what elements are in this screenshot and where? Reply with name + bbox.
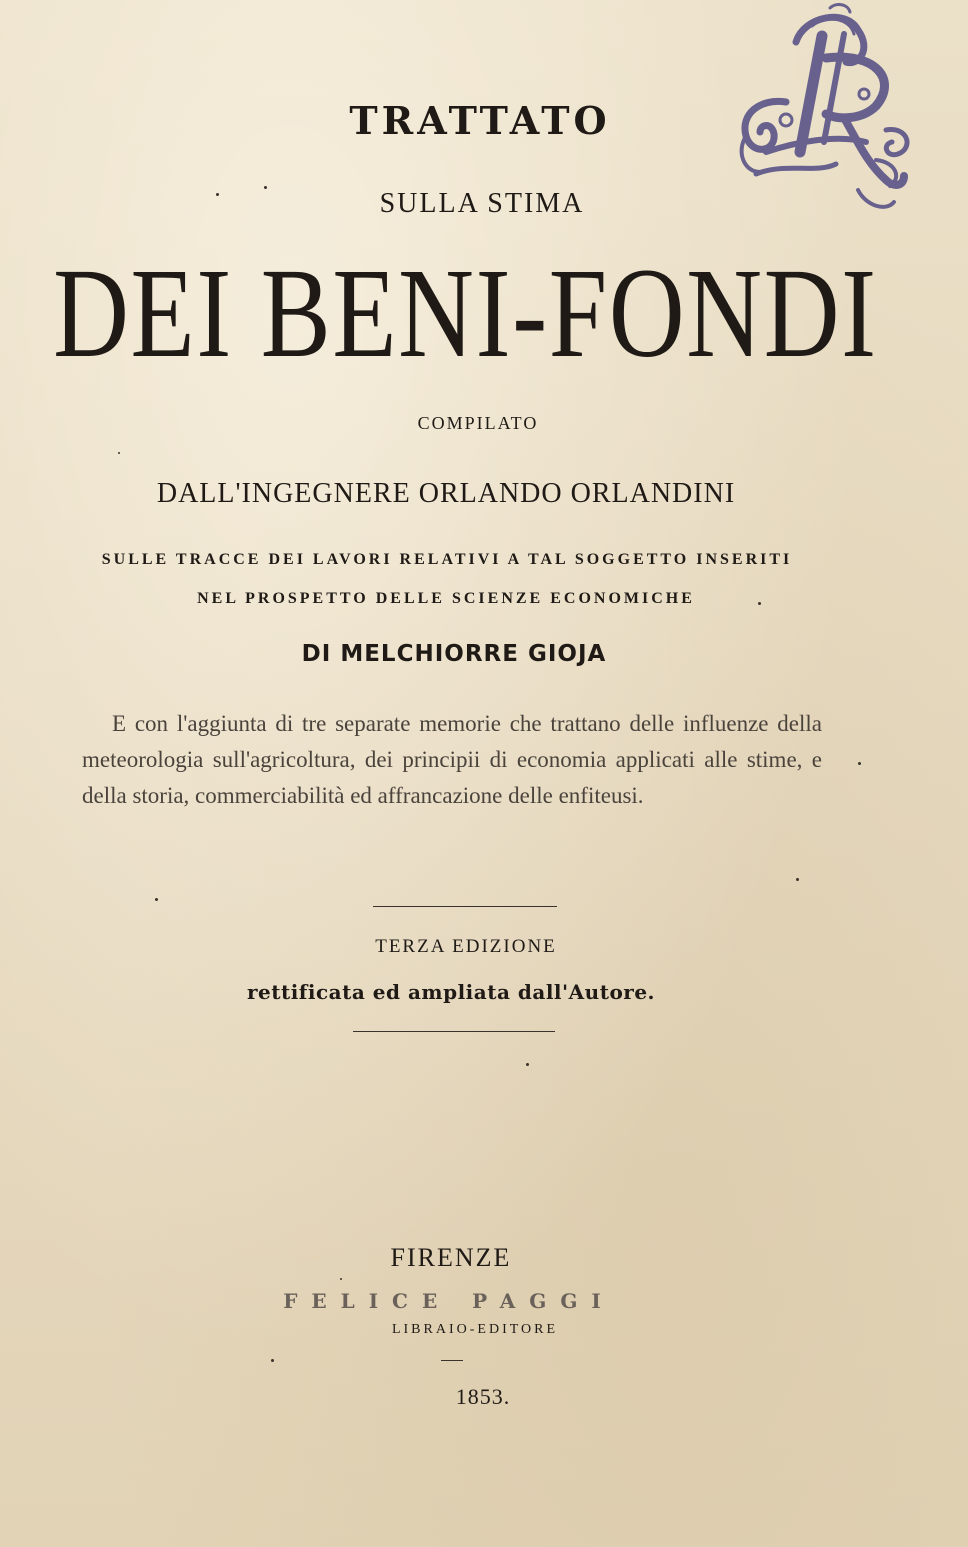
paper-speck: [271, 1359, 274, 1362]
title-trattato: TRATTATO: [349, 98, 611, 143]
paper-speck: [264, 186, 267, 189]
tracce-line-2: NEL PROSPETTO DELLE SCIENZE ECONOMICHE: [197, 590, 695, 607]
monogram-stamp-icon: [726, 2, 916, 222]
memorie-paragraph: E con l'aggiunta di tre separate memorie che trattano delle influenze della meteorologia sull'agricoltura, dei principii di economia applicati alle stime, e della storia, commerciabilità ed affrancazione delle enfiteusi.: [82, 711, 822, 808]
city: FIRENZE: [390, 1243, 512, 1272]
paper-speck: [758, 602, 761, 605]
divider-small: [441, 1360, 463, 1361]
edition-label: TERZA EDIZIONE: [375, 936, 557, 957]
paper-speck: [858, 762, 861, 765]
divider-top: [373, 906, 557, 907]
paper-speck: [216, 193, 219, 196]
gioja-author: DI MELCHIORRE GIOJA: [301, 641, 607, 667]
paper-speck: [118, 452, 120, 454]
paper-speck: [340, 1278, 342, 1280]
compilato-label: COMPILATO: [417, 413, 539, 433]
main-title: DEI BENI-FONDI: [53, 242, 878, 384]
divider-bottom: [353, 1031, 555, 1032]
year: 1853.: [455, 1384, 511, 1409]
paper-speck: [155, 898, 158, 901]
publisher: FELICE PAGGI: [283, 1289, 615, 1313]
subtitle-sulla-stima: SULLA STIMA: [379, 188, 585, 219]
author-line: DALL'INGEGNERE ORLANDO ORLANDINI: [156, 478, 736, 509]
paper-speck: [526, 1063, 529, 1066]
publisher-role: LIBRAIO-EDITORE: [391, 1322, 559, 1337]
tracce-line-1: SULLE TRACCE DEI LAVORI RELATIVI A TAL SOGGETTO INSERITI: [101, 551, 793, 568]
paper-speck: [796, 878, 799, 881]
edition-note: rettificata ed ampliata dall'Autore.: [246, 980, 656, 1004]
